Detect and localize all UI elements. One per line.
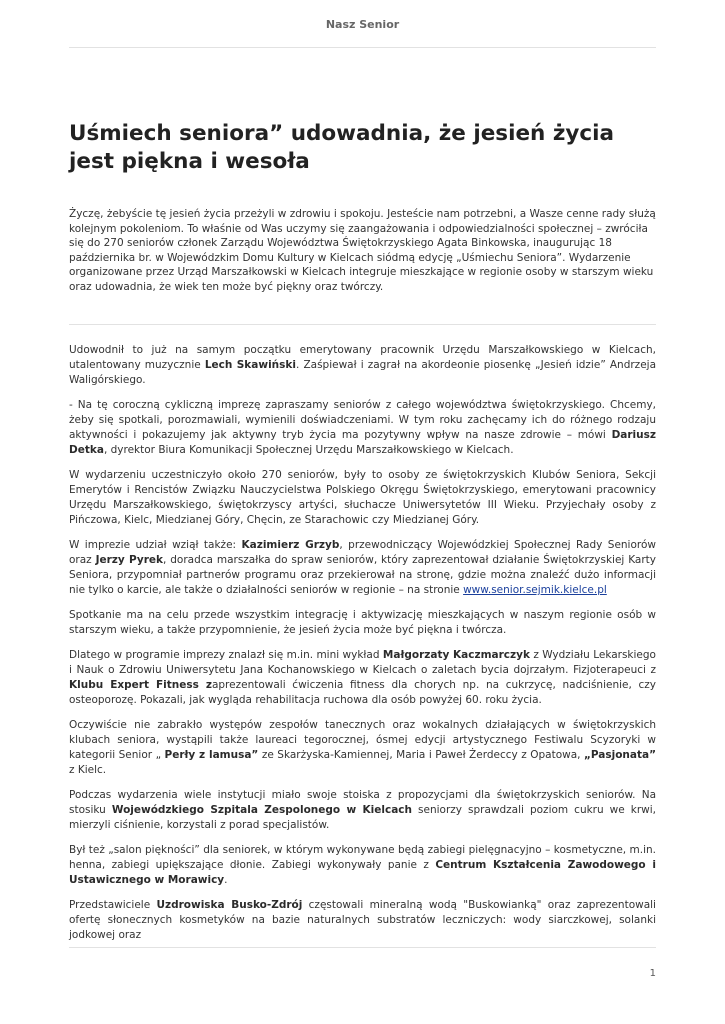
header-divider bbox=[69, 47, 656, 48]
paragraph-text: , doradca marszałka do spraw seniorów, który zaprezentował działanie Świętokrzyskiej Karty Seniora, przypomniał partnerów programu oraz przekierował na stronę, gdzie można znaleźć dużo informacji nie tylko o karcie, ale także o działalności seniorów w regionie – na stronie bbox=[69, 554, 657, 596]
paragraph-7 bbox=[69, 718, 656, 778]
article-title: Uśmiech seniora” udowadnia, że jesień życia jest piękna i wesoła bbox=[69, 121, 614, 174]
paragraph-text: częstowali mineralną wodą "Buskowianką" oraz zaprezentowali ofertę słonecznych kosmetyków na bazie naturalnych substratów leczniczych: wody siarczkowej, solanki jodkowej oraz bbox=[69, 899, 656, 941]
paragraph-text: W imprezie udział wziął także: bbox=[69, 539, 242, 551]
organization-name: Wojewódzkiego Szpitala Zespolonego w Kielcach bbox=[111, 804, 412, 816]
footer-divider bbox=[69, 947, 656, 948]
intro-divider bbox=[69, 324, 656, 325]
page-number: 1 bbox=[649, 968, 656, 979]
paragraph-text: Podczas wydarzenia wiele instytucji miało swoje stoiska z propozycjami dla świętokrzyskich seniorów. Na stosiku bbox=[69, 789, 656, 816]
paragraph-text: Udowodnił to już na samym początku emerytowany pracownik Urzędu Marszałkowskiego w Kielcach, utalentowany muzycznie bbox=[69, 344, 656, 371]
paragraph-text: . bbox=[224, 874, 228, 886]
paragraph-6 bbox=[69, 648, 656, 708]
site-header: Nasz Senior bbox=[325, 18, 400, 31]
paragraph-text: ze Skarżyska-Kamiennej, Maria i Paweł Żerdeccy z Opatowa, bbox=[258, 749, 584, 761]
paragraph-3 bbox=[69, 468, 656, 528]
paragraph-text: , dyrektor Biura Komunikacji Społecznej Urzędu Marszałkowskiego w Kielcach. bbox=[103, 444, 514, 456]
organization-name: Centrum Kształcenia Zawodowego i Ustawicznego w Morawicy bbox=[69, 859, 656, 886]
paragraph-text: , przewodniczący Wojewódzkiej Społecznej Rady Seniorów oraz bbox=[69, 539, 656, 566]
organization-name: Uzdrowiska Busko-Zdrój bbox=[156, 899, 303, 911]
paragraph-text: Był też „salon piękności” dla seniorek, w którym wykonywane będą zabiegi pielęgnacyjno – kosmetyczne, m.in. henna, zabiegi upiększające dłonie. Zabiegi wykonywały panie z bbox=[69, 844, 656, 871]
paragraph-2 bbox=[69, 398, 656, 458]
paragraph-9 bbox=[69, 843, 656, 888]
paragraph-1 bbox=[69, 343, 656, 388]
paragraph-text: z Wydziału Lekarskiego i Nauk o Zdrowiu Uniwersytetu Jana Kochanowskiego w Kielcach o zaletach bycia dojrzałym. Fizjoterapeuci z bbox=[69, 649, 656, 676]
paragraph-4 bbox=[69, 538, 656, 598]
paragraph-text: aprezentowali ćwiczenia fitness dla chorych np. na cukrzycę, nadciśnienie, czy osteoporozę. Pokazali, jak wygląda rehabilitacja ruchowa dla osób powyżej 60. roku życia. bbox=[69, 679, 656, 706]
paragraph-5 bbox=[69, 608, 656, 638]
paragraph-text: z Kielc. bbox=[69, 764, 107, 776]
paragraph-text: Oczywiście nie zabrakło występów zespołów tanecznych oraz wokalnych działających w świętokrzyskich klubach seniora, wystąpili także laureaci tegorocznej, ósmej edycji artystycznego Festiwalu Scyzoryki w kategorii Senior „ bbox=[69, 719, 656, 761]
senior-website-link[interactable]: www.senior.sejmik.kielce.pl bbox=[463, 584, 607, 596]
paragraph-text: seniorzy sprawdzali poziom cukru we krwi, mierzyli ciśnienie, korzystali z porad specjalistów. bbox=[69, 804, 657, 831]
organization-name: Klubu Expert Fitness z bbox=[69, 679, 212, 691]
person-name: Kazimierz Grzyb bbox=[241, 539, 340, 551]
person-name: Jerzy Pyrek bbox=[95, 554, 163, 566]
person-name: Małgorzaty Kaczmarczyk bbox=[382, 649, 530, 661]
paragraph-text: Dlatego w programie imprezy znalazł się m.in. mini wykład bbox=[69, 649, 383, 661]
paragraph-8 bbox=[69, 788, 656, 833]
paragraph-text: . Zaśpiewał i zagrał na akordeonie piosenkę „Jesień idzie” Andrzeja Waligórskiego. bbox=[69, 359, 657, 386]
paragraph-text: - Na tę coroczną cykliczną imprezę zapraszamy seniorów z całego województwa świętokrzyskiego. Chcemy, żeby się spotkali, porozmawiali, wymienili doświadczeniami. W tym roku zachęcamy ich do różnego rodzaju aktywności i pokazujemy jak aktywny tryb życia ma pozytywny wpływ na nasze zdrowie – mówi bbox=[69, 399, 656, 441]
paragraph-text: Przedstawiciele bbox=[69, 899, 157, 911]
article-intro: Życzę, żebyście tę jesień życia przeżyli w zdrowiu i spokoju. Jesteście nam potrzebni, a Wasze cenne rady służą kolejnym pokoleniom. To właśnie od Was uczymy się zaangażowania i odpowiedzialności społecznej – zwróciła się do 270 seniorów członek Zarządu Województwa Świętokrzyskiego Agata Binkowska, inaugurując 18 października br. w Wojewódzkim Domu Kultury w Kielcach siódmą edycję „Uśmiechu Seniora”. Wydarzenie organizowane przez Urząd Marszałkowski w Kielcach integruje mieszkające w regionie osoby w starszym wieku oraz udowadnia, że wiek ten może być piękny oraz twórczy. bbox=[69, 208, 656, 293]
article-body bbox=[69, 343, 656, 953]
person-name: Lech Skawiński bbox=[204, 359, 296, 371]
paragraph-text: Spotkanie ma na celu przede wszystkim integrację i aktywizację mieszkających w naszym regionie osób w starszym wieku, a także przypomnienie, że jesień życia może być piękna i twórcza. bbox=[69, 609, 656, 636]
ensemble-name: Perły z lamusa” bbox=[164, 749, 259, 761]
paragraph-text: W wydarzeniu uczestniczyło około 270 seniorów, były to osoby ze świętokrzyskich Klubów Seniora, Sekcji Emerytów i Rencistów Związku Nauczycielstwa Polskiego Okręgu Świętokrzyskiego, emerytowani pracownicy Urzędu Marszałkowskiego, świętokrzyscy artyści, słuchacze Uniwersytetów III Wieku. Przyjechały osoby z Pińczowa, Kielc, Miedzianej Góry, Chęcin, ze Starachowic czy Miedzianej Góry. bbox=[69, 469, 656, 526]
ensemble-name: „Pasjonata” bbox=[583, 749, 656, 761]
person-name: Dariusz Detka bbox=[69, 429, 656, 456]
paragraph-10 bbox=[69, 898, 656, 943]
